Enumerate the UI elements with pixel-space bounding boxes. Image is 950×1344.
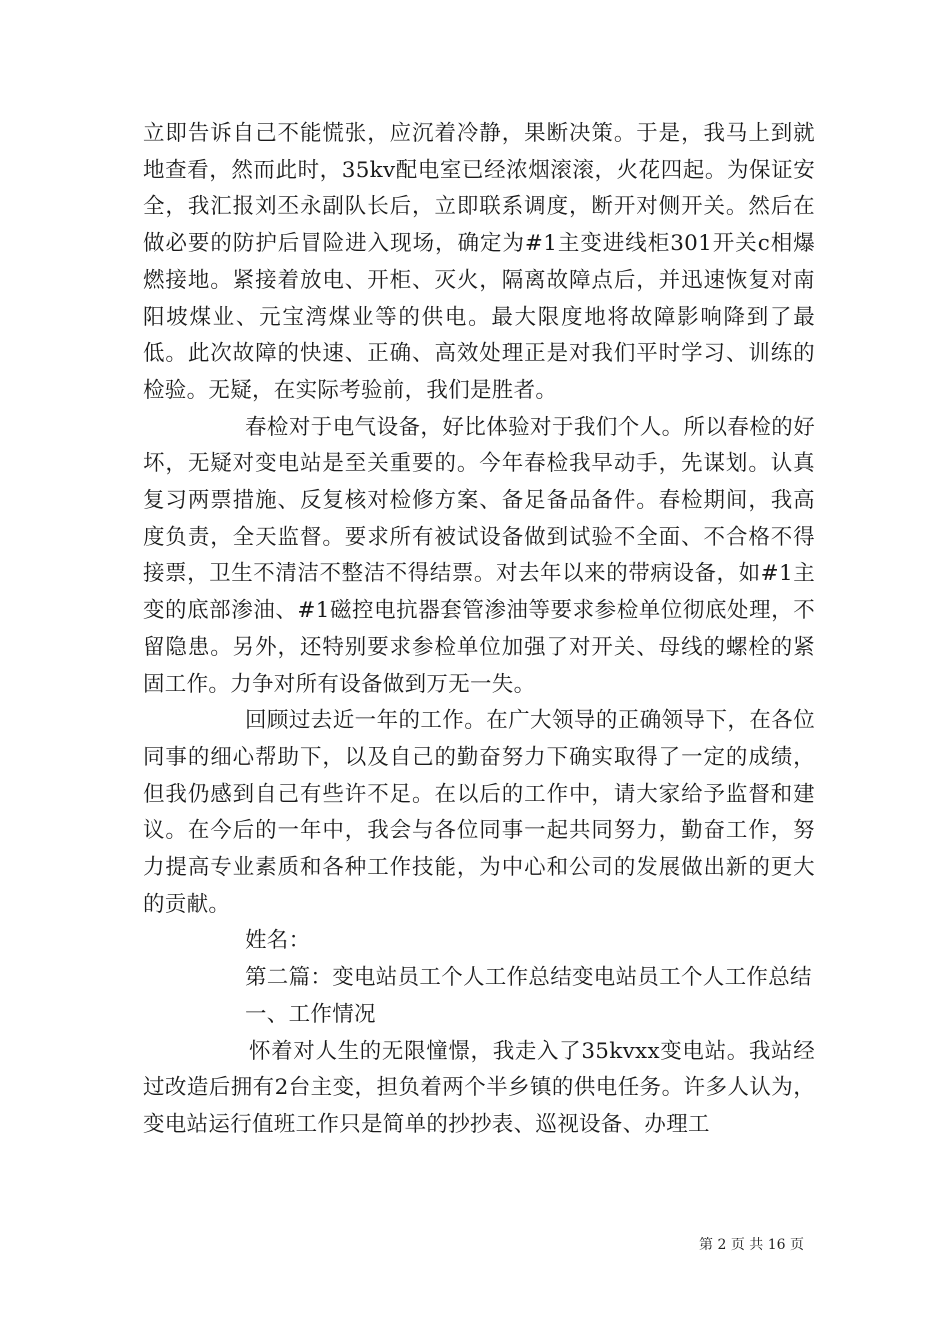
document-body [143,116,815,1144]
page-number-footer: 第 2 页 共 16 页 [699,1237,804,1253]
paragraph-accident-handling: 立即告诉自己不能慌张，应沉着冷静，果断决策。于是，我马上到就地查看，然而此时，35kv配电室已经浓烟滚滚，火花四起。为保证安全，我汇报刘丕永副队长后，立即联系调度，断开对侧开关。然后在做必要的防护后冒险进入现场，确定为#1主变进线柜301开关c相爆燃接地。紧接着放电、开柜、灭火，隔离故障点后，并迅速恢复对南阳坡煤业、元宝湾煤业等的供电。最大限度地将故障影响降到了最低。此次故障的快速、正确、高效处理正是对我们平时学习、训练的检验。无疑，在实际考验前，我们是胜者。 [143,121,815,403]
paragraph-substation-intro: 怀着对人生的无限憧憬，我走入了35kvxx变电站。我站经过改造后拥有2台主变，担负着两个半乡镇的供电任务。许多人认为，变电站运行值班工作只是简单的抄抄表、巡视设备、办理工 [143,1038,815,1137]
section-heading-part-two: 第二篇：变电站员工个人工作总结变电站员工个人工作总结 [245,965,812,991]
subheading-work-situation: 一、工作情况 [245,1001,376,1027]
signature-name-label: 姓名： [245,928,311,954]
paragraph-review: 回顾过去近一年的工作。在广大领导的正确领导下，在各位同事的细心帮助下，以及自己的勤奋努力下确实取得了一定的成绩，但我仍感到自己有些许不足。在以后的工作中，请大家给予监督和建议。在今后的一年中，我会与各位同事一起共同努力，勤奋工作，努力提高专业素质和各种工作技能，为中心和公司的发展做出新的更大的贡献。 [143,708,815,917]
paragraph-spring-inspection: 春检对于电气设备，好比体验对于我们个人。所以春检的好坏，无疑对变电站是至关重要的。今年春检我早动手，先谋划。认真复习两票措施、反复核对检修方案、备足备品备件。春检期间，我高度负责，全天监督。要求所有被试设备做到试验不全面、不合格不得接票，卫生不清洁不整洁不得结票。对去年以来的带病设备，如#1主变的底部渗油、#1磁控电抗器套管渗油等要求参检单位彻底处理，不留隐患。另外，还特别要求参检单位加强了对开关、母线的螺栓的紧固工作。力争对所有设备做到万无一失。 [143,414,815,697]
